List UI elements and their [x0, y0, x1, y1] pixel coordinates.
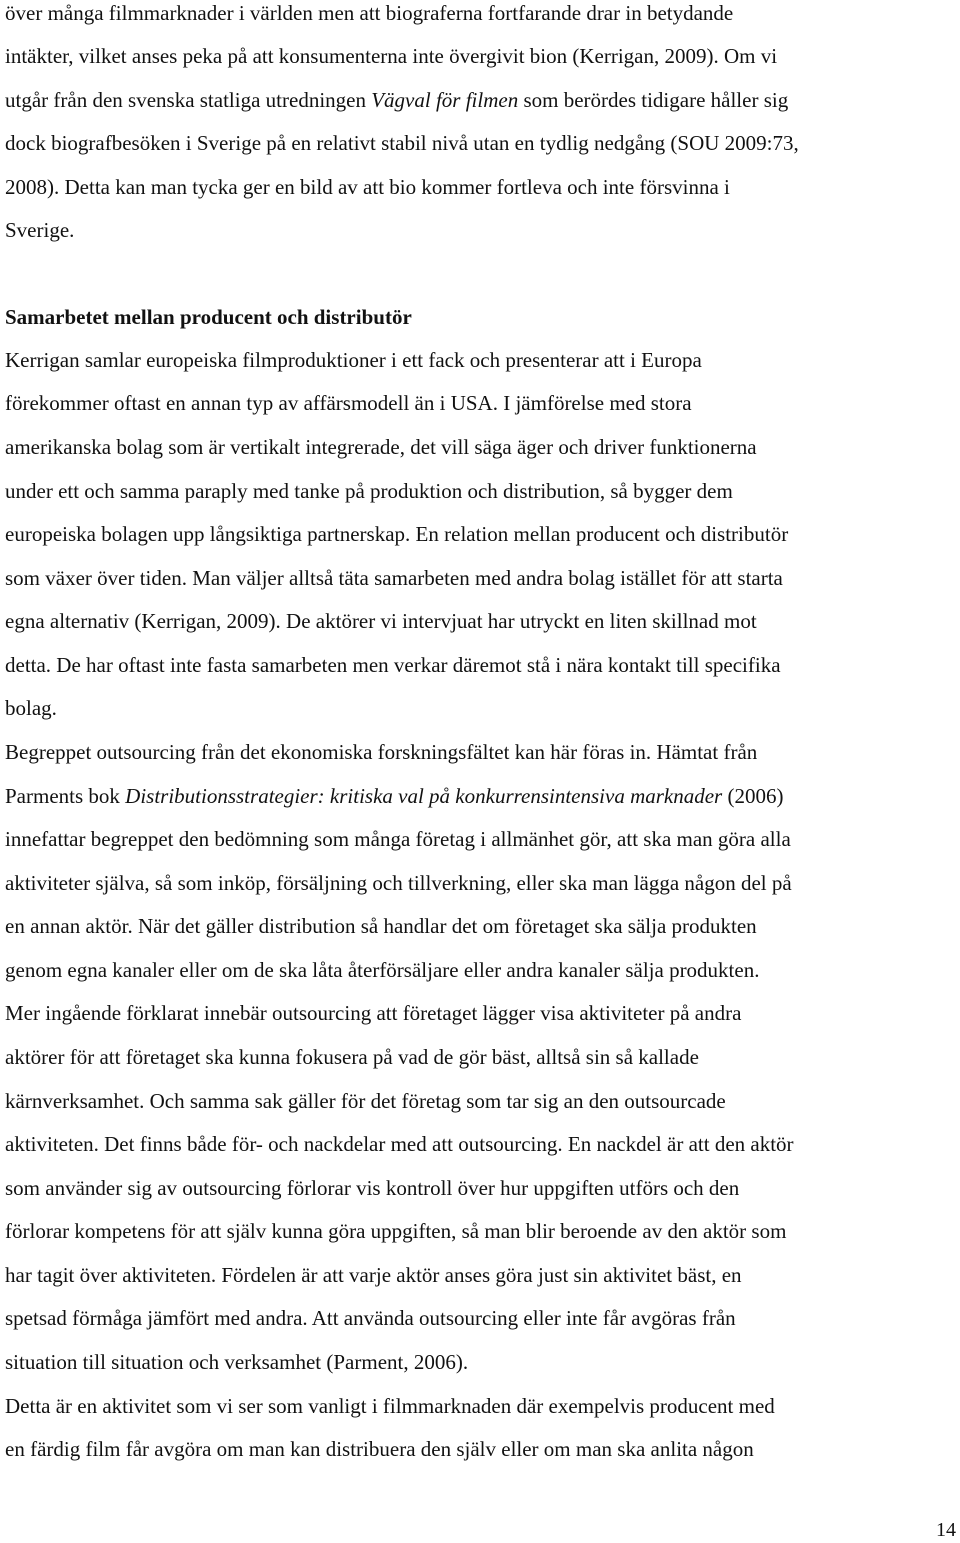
text-line: Begreppet outsourcing från det ekonomiska forskningsfältet kan här föras in. Hämtat från [5, 740, 758, 764]
text-line: en färdig film får avgöra om man kan distribuera den själv eller om man ska anlita någon [5, 1437, 754, 1461]
text-line: detta. De har oftast inte fasta samarbeten men verkar däremot stå i nära kontakt till specifika [5, 653, 781, 677]
text-line [5, 87, 788, 113]
text-line: en annan aktör. När det gäller distribution så handlar det om företaget ska sälja produkten [5, 914, 757, 938]
text-line: aktiviteten. Det finns både för- och nackdelar med att outsourcing. En nackdel är att den aktör [5, 1132, 794, 1156]
text-line: amerikanska bolag som är vertikalt integrerade, det vill säga äger och driver funktionerna [5, 435, 757, 459]
page-number: 14 [936, 1519, 956, 1541]
text-line: som växer över tiden. Man väljer alltså täta samarbeten med andra bolag istället för att starta [5, 566, 783, 590]
section-heading: Samarbetet mellan producent och distributör [5, 305, 412, 329]
text-line: som använder sig av outsourcing förlorar vis kontroll över hur uppgiften utförs och den [5, 1176, 740, 1200]
text-line: över många filmmarknader i världen men att biograferna fortfarande drar in betydande [5, 1, 734, 25]
text-line: aktörer för att företaget ska kunna fokusera på vad de gör bäst, alltså sin så kallade [5, 1045, 699, 1069]
text-line: Detta är en aktivitet som vi ser som vanligt i filmmarknaden där exempelvis producent med [5, 1394, 775, 1418]
text-line: Sverige. [5, 218, 75, 242]
text-line: bolag. [5, 696, 57, 720]
text-line: europeiska bolagen upp långsiktiga partnerskap. En relation mellan producent och distributör [5, 522, 789, 546]
text-line: intäkter, vilket anses peka på att konsumenterna inte övergivit bion (Kerrigan, 2009). Om vi [5, 44, 778, 68]
text-line: situation till situation och verksamhet (Parment, 2006). [5, 1350, 469, 1374]
text-line: förekommer oftast en annan typ av affärsmodell än i USA. I jämförelse med stora [5, 391, 692, 415]
text-line: 2008). Detta kan man tycka ger en bild av att bio kommer fortleva och inte försvinna i [5, 175, 730, 199]
text-line: aktiviteter själva, så som inköp, försäljning och tillverkning, eller ska man lägga någon del på [5, 871, 792, 895]
text-line: egna alternativ (Kerrigan, 2009). De aktörer vi intervjuat har utryckt en liten skillnad mot [5, 609, 757, 633]
text-line: genom egna kanaler eller om de ska låta återförsäljare eller andra kanaler sälja produkten. [5, 958, 760, 982]
text-line: har tagit över aktiviteten. Fördelen är att varje aktör anses göra just sin aktivitet bäst, en [5, 1263, 742, 1287]
text-run: utgår från den svenska statliga utredningen [5, 88, 372, 112]
text-line: kärnverksamhet. Och samma sak gäller för det företag som tar sig an den outsourcade [5, 1089, 726, 1113]
book-title: Distributionsstrategier: kritiska val på konkurrensintensiva marknader [125, 784, 723, 808]
text-line [5, 783, 783, 809]
report-title: Vägval för filmen [371, 88, 519, 112]
text-line: Mer ingående förklarat innebär outsourcing att företaget lägger visa aktiviteter på andra [5, 1001, 742, 1025]
text-line: förlorar kompetens för att själv kunna göra uppgiften, så man blir beroende av den aktör som [5, 1219, 787, 1243]
text-run: (2006) [722, 784, 784, 808]
text-line: dock biografbesöken i Sverige på en relativt stabil nivå utan en tydlig nedgång (SOU 2009:73, [5, 131, 799, 155]
text-line: under ett och samma paraply med tanke på produktion och distribution, så bygger dem [5, 479, 733, 503]
text-run: som berördes tidigare håller sig [518, 88, 789, 112]
text-line: Kerrigan samlar europeiska filmproduktioner i ett fack och presenterar att i Europa [5, 348, 702, 372]
text-line: spetsad förmåga jämfört med andra. Att använda outsourcing eller inte får avgöras från [5, 1306, 736, 1330]
text-line: innefattar begreppet den bedömning som många företag i allmänhet gör, att ska man göra alla [5, 827, 791, 851]
text-run: Parments bok [5, 784, 126, 808]
